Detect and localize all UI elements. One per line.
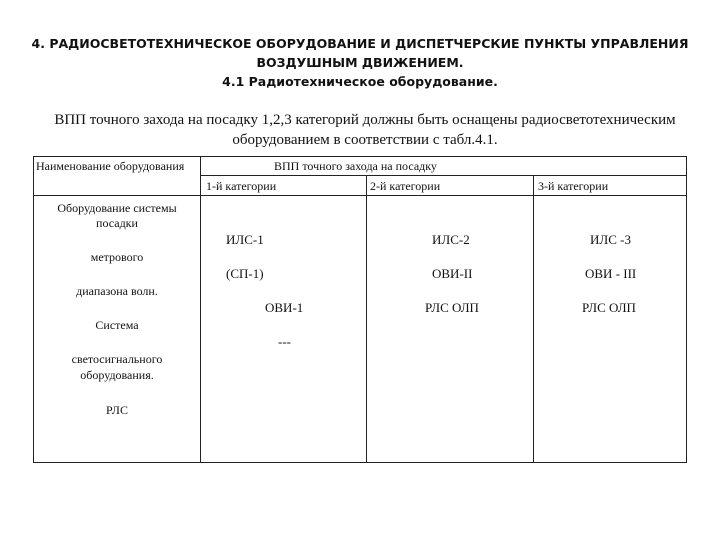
equipment-line: Система	[95, 318, 139, 332]
table-divider-group-header	[200, 175, 687, 176]
cat2-value: РЛС ОЛП	[425, 300, 479, 315]
column-header-name: Наименование оборудования	[36, 159, 185, 173]
column-header-cat1: 1-й категории	[206, 179, 277, 193]
table-border-right	[686, 156, 687, 463]
column-header-cat3: 3-й категории	[538, 179, 609, 193]
equipment-line: оборудования.	[80, 368, 154, 382]
page-title-line-2: ВОЗДУШНЫМ ДВИЖЕНИЕМ.	[256, 55, 464, 70]
section-subtitle: 4.1 Радиотехническое оборудование.	[222, 74, 498, 89]
equipment-line: РЛС	[106, 403, 128, 417]
cat3-value: ИЛС -3	[590, 232, 631, 247]
cat1-value: (СП-1)	[226, 266, 264, 281]
column-header-group: ВПП точного захода на посадку	[274, 159, 437, 173]
table-divider-name-col	[200, 156, 201, 463]
cat1-value: ---	[278, 334, 291, 349]
table-divider-cat1	[366, 175, 367, 463]
intro-paragraph	[20, 110, 710, 150]
equipment-line: диапазона волн.	[76, 284, 158, 298]
page-title-line-1: 4. РАДИОСВЕТОТЕХНИЧЕСКОЕ ОБОРУДОВАНИЕ И ДИСПЕТЧЕРСКИЕ ПУНКТЫ УПРАВЛЕНИЯ	[31, 36, 689, 51]
table-border-top	[33, 156, 687, 157]
column-header-cat2: 2-й категории	[370, 179, 441, 193]
equipment-line: Оборудование системы	[57, 201, 177, 215]
equipment-line: посадки	[96, 216, 138, 230]
table-border-bottom	[33, 462, 687, 463]
equipment-line: метрового	[90, 250, 144, 264]
cat1-value: ОВИ-1	[265, 300, 304, 315]
intro-line-2: оборудованием в соответствии с табл.4.1.	[232, 132, 498, 148]
table-divider-header-bottom	[33, 195, 687, 196]
cat3-value: РЛС ОЛП	[582, 300, 636, 315]
cat3-value: ОВИ - III	[585, 266, 637, 281]
intro-line-1: ВПП точного захода на посадку 1,2,3 категорий должны быть оснащены радиосветотехническим	[54, 112, 676, 128]
equipment-line: светосигнального	[71, 352, 163, 366]
table-divider-cat2	[533, 175, 534, 463]
cat2-value: ИЛС-2	[432, 232, 470, 247]
cat1-value: ИЛС-1	[226, 232, 264, 247]
cat2-value: ОВИ-II	[432, 266, 473, 281]
